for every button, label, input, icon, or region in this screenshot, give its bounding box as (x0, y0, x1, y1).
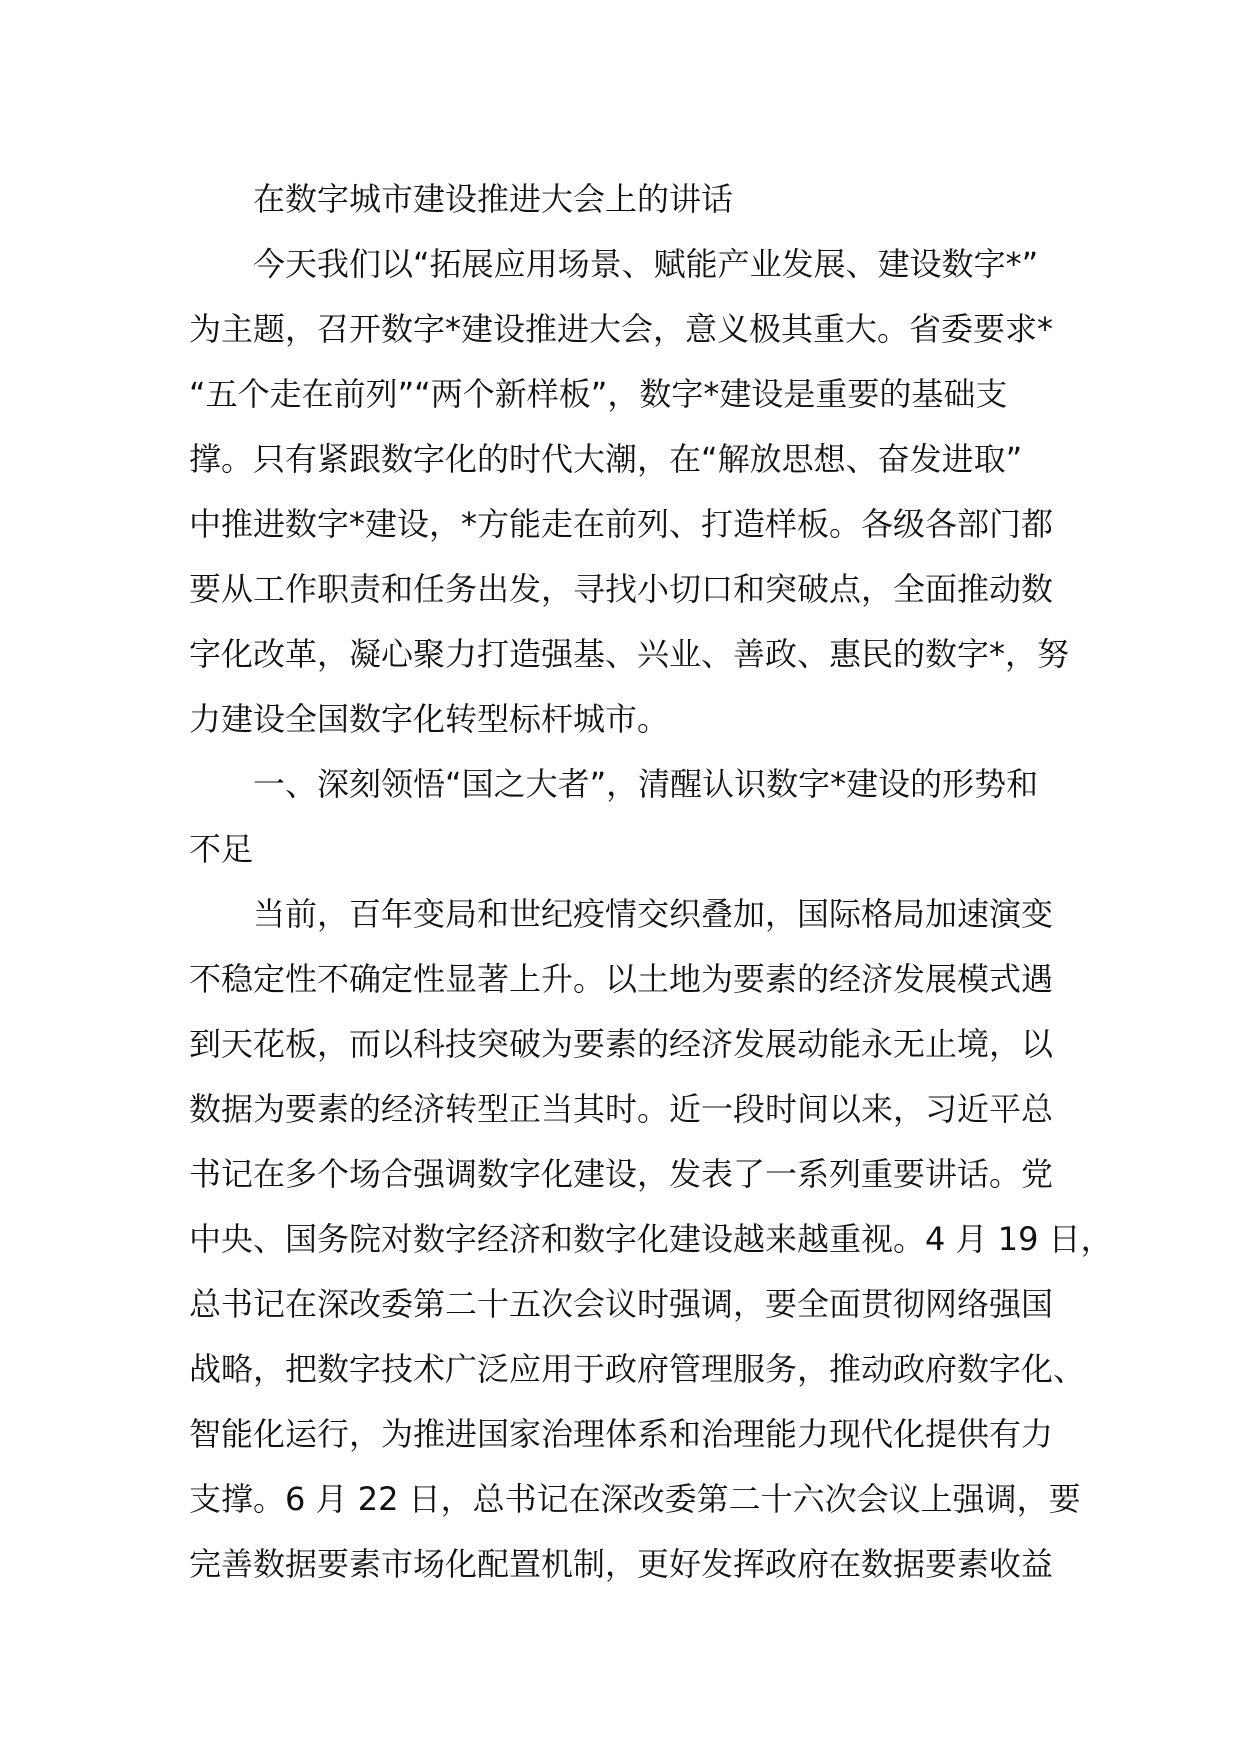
paragraph-intro-line: 中推进数字*建设，*方能走在前列、打造样板。各级各部门都 (189, 505, 1054, 543)
paragraph-context-line: 智能化运行，为推进国家治理体系和治理能力现代化提供有力 (189, 1415, 1054, 1453)
paragraph-context-line: 书记在多个场合强调数字化建设，发表了一系列重要讲话。党 (189, 1155, 1054, 1193)
paragraph-context-line: 中央、国务院对数字经济和数字化建设越来越重视。4 月 19 日， (189, 1220, 1113, 1258)
paragraph-intro-line: “五个走在前列”“两个新样板”，数字*建设是重要的基础支 (189, 375, 1008, 413)
paragraph-context-line: 当前，百年变局和世纪疫情交织叠加，国际格局加速演变 (253, 895, 1054, 933)
paragraph-intro-line: 力建设全国数字化转型标杆城市。 (189, 700, 670, 738)
paragraph-intro-line: 撑。只有紧跟数字化的时代大潮，在“解放思想、奋发进取” (189, 440, 1023, 478)
paragraph-context-line: 总书记在深改委第二十五次会议时强调，要全面贯彻网络强国 (189, 1285, 1054, 1323)
paragraph-intro-line: 字化改革，凝心聚力打造强基、兴业、善政、惠民的数字*，努 (189, 635, 1070, 673)
section-heading-line: 一、深刻领悟“国之大者”，清醒认识数字*建设的形势和 (253, 765, 1039, 803)
paragraph-intro-line: 今天我们以“拓展应用场景、赋能产业发展、建设数字*” (253, 245, 1039, 283)
paragraph-intro-line: 为主题，召开数字*建设推进大会，意义极其重大。省委要求* (189, 310, 1054, 348)
paragraph-context-line: 支撑。6 月 22 日，总书记在深改委第二十六次会议上强调，要 (189, 1480, 1081, 1518)
paragraph-intro-line: 要从工作职责和任务出发，寻找小切口和突破点，全面推动数 (189, 570, 1054, 608)
paragraph-context-line: 到天花板，而以科技突破为要素的经济发展动能永无止境，以 (189, 1025, 1054, 1063)
paragraph-context-line: 不稳定性不确定性显著上升。以土地为要素的经济发展模式遇 (189, 960, 1054, 998)
section-heading-line: 不足 (189, 830, 254, 868)
document-body (189, 167, 1113, 1597)
paragraph-context-line: 完善数据要素市场化配置机制，更好发挥政府在数据要素收益 (189, 1545, 1054, 1583)
document-title: 在数字城市建设推进大会上的讲话 (253, 180, 734, 218)
paragraph-context-line: 数据为要素的经济转型正当其时。近一段时间以来，习近平总 (189, 1090, 1054, 1128)
paragraph-context-line: 战略，把数字技术广泛应用于政府管理服务，推动政府数字化、 (189, 1350, 1086, 1388)
